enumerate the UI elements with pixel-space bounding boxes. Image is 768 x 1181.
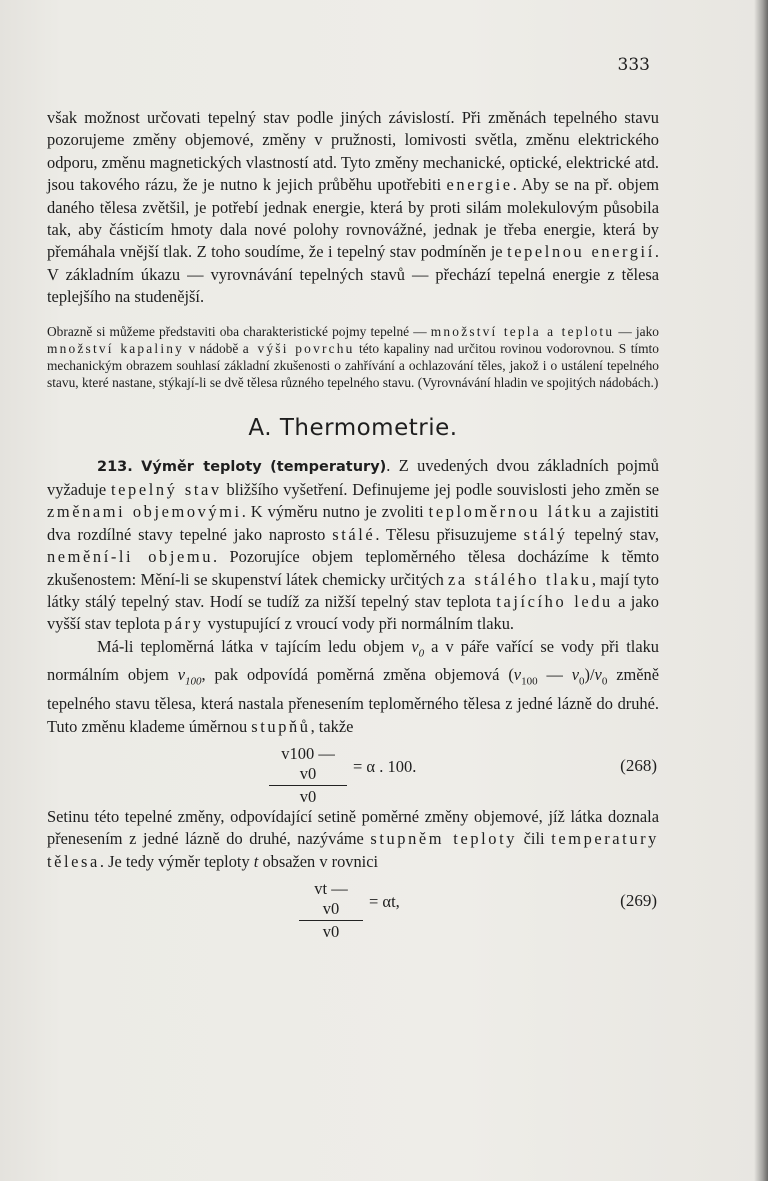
p3-text-d: obsažen v rovnici	[258, 851, 379, 871]
p2-text-b: a v páře vařící se vody při tlaku normálním objem	[47, 636, 659, 685]
s213-spaced-nemeni: nemění-li objemu	[47, 547, 213, 567]
p2-text-a: Má-li teploměrná látka v tajícím ledu objem	[97, 636, 405, 656]
s213-text-f: tepelný stav,	[567, 524, 659, 544]
note-text-d: této kapaliny nad určitou rovinou vodorovnou. S tímto mechanickým obrazem souhlasí základní zkušenosti o zahřívání a ochlazování těles, jakož i o ustálení tepelného stavu, které nastane, stýkají-li se dvě tělesa různého tepelného stavu. (Vyrovnávání hladin ve spojitých nádobách.)	[47, 340, 659, 391]
s213-spaced-ledu: tajícího ledu	[496, 591, 613, 611]
s213-text-b: bližšího vyšetření. Definujeme jej podle souvislosti jeho změn se	[221, 479, 659, 499]
note-spaced-mnozstvi: množství tepla a teplotu	[430, 323, 615, 339]
eq268-numerator: v100 — v0	[269, 744, 347, 786]
s213-text-h: , mají tyto látky stálý tepelný stav. Hodí se tudíž za nižší tepelný stav teplota	[47, 569, 660, 611]
section-213-paragraph	[47, 455, 659, 635]
intro-spaced-energie: energie	[446, 175, 513, 195]
p3-text-b: čili	[517, 829, 545, 849]
s213-text-c: . K výměru nutno je zvoliti	[241, 502, 424, 522]
small-print-note	[47, 323, 659, 392]
eq268-fraction	[269, 744, 347, 807]
p2-text-c: , pak odpovídá poměrná změna objemová	[201, 665, 500, 685]
note-text-a: Obrazně si můžeme představiti oba charakteristické pojmy tepelné —	[47, 323, 427, 339]
eq268-label: (268)	[620, 755, 657, 775]
symbol-v0: $v_0$	[411, 636, 425, 659]
s213-text-i: a jako vyšší stav teplota	[47, 591, 659, 634]
eq269-denominator: v0	[322, 922, 340, 942]
section-title-paren: (temperatury)	[270, 459, 387, 476]
eq268-denominator: v0	[299, 786, 317, 806]
symbol-v100: $v_{100}$	[177, 665, 202, 688]
intro-text-c: . V základním úkazu — vyrovnávání tepelných stavů — přechází tepelná energie z tělesa teplejšího na studenější.	[47, 242, 659, 307]
s213-spaced-zmenami: změnami objemovými	[47, 502, 242, 522]
note-text-c: v nádobě	[184, 340, 243, 356]
eq269-label: (269)	[620, 891, 657, 911]
p3-spaced-temperatury: temperatury tělesa	[47, 829, 659, 871]
p2-text-e: , takže	[310, 716, 354, 736]
eq269-fraction	[299, 879, 363, 942]
section-heading: A. Thermometrie.	[248, 415, 458, 442]
s213-text-d: a zajistiti dva rozdílné stavy tepelné jako naprosto	[47, 502, 659, 544]
degree-paragraph	[47, 806, 659, 873]
page-edge-shadow	[754, 0, 768, 1181]
s213-text-j: vystupující z vroucí vody při normálním tlaku.	[203, 614, 515, 634]
intro-text-a: však možnost určovati tepelný stav podle jiných závislostí. Při změnách tepelného stavu pozorujeme změny objemové, změny v pružnosti, lomivosti světla, změnu elektrického odporu, změnu magnetických vlastností atd. Tyto změny mechanické, optické, elektrické atd. jsou takového rázu, že je nutno k jejich průběhu upotřebiti	[47, 108, 659, 195]
volume-paragraph	[47, 636, 659, 738]
equation-269	[47, 877, 659, 942]
p3-spaced-stupnem: stupněm teploty	[370, 829, 518, 849]
section-title: Výměr teploty	[141, 459, 262, 476]
symbol-t: t	[253, 851, 259, 871]
s213-spaced-staly: stálý	[523, 524, 568, 544]
s213-text-g: . Pozorujíce objem teploměrného tělesa docházíme k těmto zkušenostem: Mění-li se skupenství látek chemicky určitých	[47, 547, 660, 589]
page-body	[47, 107, 659, 941]
eq268-rhs: = α . 100.	[353, 756, 417, 776]
intro-text-b: . Aby se na př. objem daného tělesa zvětšil, je potřebí jednak energie, která by proti silám molekulovým působila tak, aby částicím hmoty dala nové polohy rovnovážné, jednak je třeba energie, která by přemáhala vnější tlak. Z toho soudíme, že i tepelný stav podmíněn je	[47, 175, 659, 262]
note-text-b: — jako	[614, 323, 659, 339]
eq269-numerator: vt — v0	[299, 879, 363, 921]
p3-text-a: Setinu této tepelné změny, odpovídající setině poměrné změny objemové, jíž látka doznala přenesením z jedné lázně do druhé, nazýváme	[47, 806, 659, 849]
s213-spaced-stale: stálé	[332, 524, 376, 544]
p2-text-d: změně tepelného stavu tělesa, která nastala přenesením teploměrného tělesa z jedné lázně do druhé. Tuto změnu klademe úměrnou	[47, 665, 659, 736]
s213-spaced-latku: teploměrnou látku	[428, 502, 594, 522]
intro-paragraph	[47, 107, 659, 309]
p2-spaced-stupnu: stupňů	[251, 716, 311, 736]
eq269-rhs: = αt,	[369, 892, 400, 912]
s213-text-e: . Tělesu přisuzujeme	[375, 524, 517, 544]
s213-spaced-pary: páry	[164, 614, 204, 634]
intro-spaced-tepelnou: tepelnou energií	[507, 242, 655, 262]
s213-spaced-tepelny: tepelný stav	[111, 479, 222, 499]
note-spaced-vysi: a výši povrchu	[242, 340, 355, 356]
ratio-expression: ($v_{100}$ — $v_0)/v_0$	[508, 665, 608, 688]
p3-text-c: . Je tedy výměr teploty	[99, 851, 250, 871]
page-number: 333	[617, 55, 650, 75]
s213-text-a: . Z uvedených dvou základních pojmů vyžaduje	[47, 456, 659, 499]
note-spaced-kapaliny: množství kapaliny	[47, 340, 185, 356]
equation-268	[47, 742, 659, 806]
s213-spaced-tlaku: za stálého tlaku	[448, 569, 592, 589]
section-number: 213.	[97, 459, 133, 476]
